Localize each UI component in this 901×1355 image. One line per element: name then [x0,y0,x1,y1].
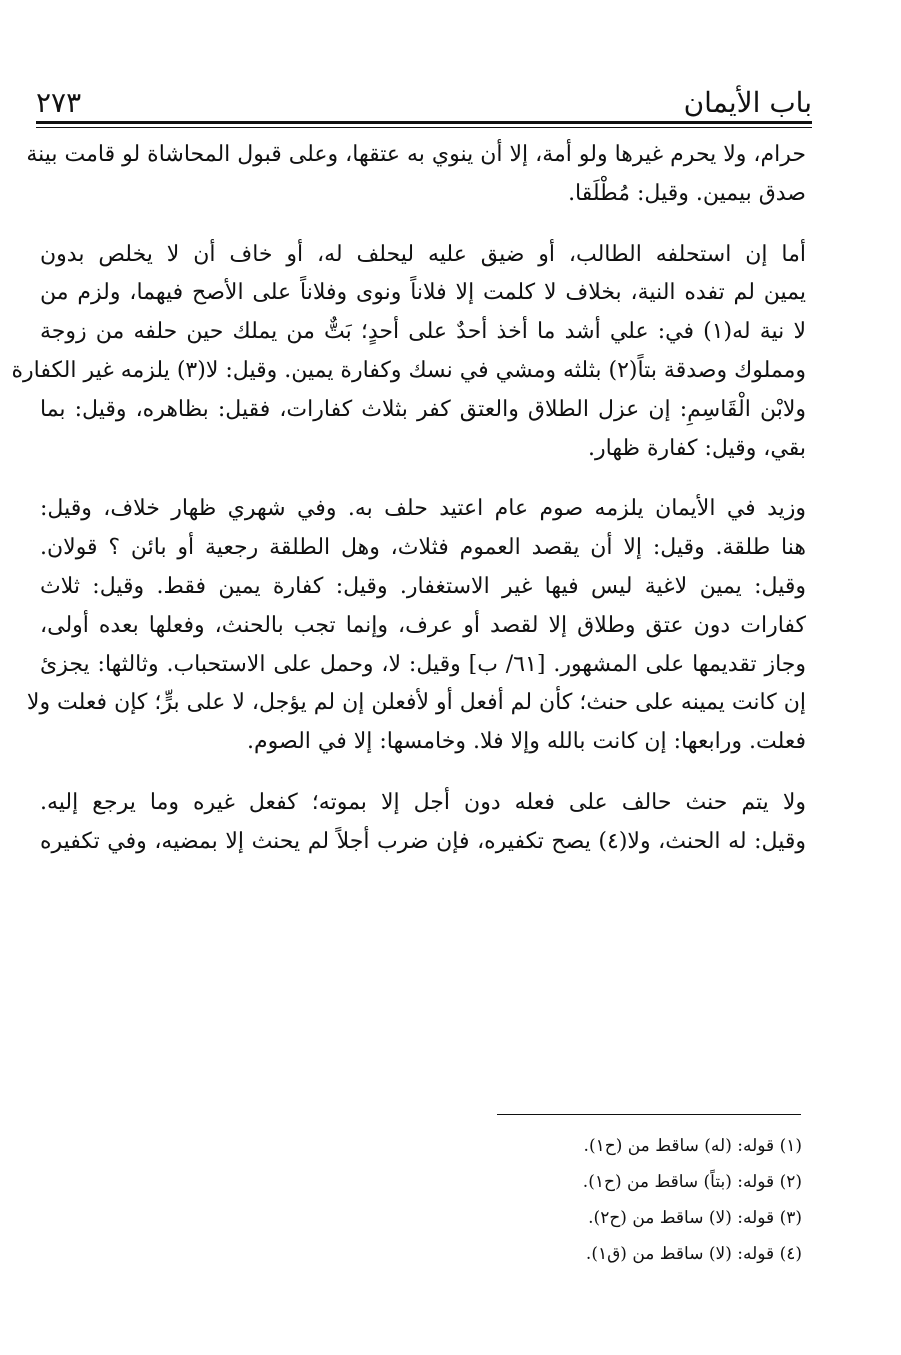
paragraph-1 [26,136,806,214]
text-line: يمين لم تفده النية، بخلاف لا كلمت إلا فلاناً ونوى وفلاناً على الأصح فيهما، ولزم من [40,280,806,306]
paragraph-gap [40,214,806,236]
text-line: هنا طلقة. وقيل: إلا أن يقصد العموم فثلاث، وهل الطلقة رجعية أو بائن ؟ قولان. [40,535,806,561]
text-line: وقيل: له الحنث، ولا(٤) يصح تكفيره، فإن ضرب أجلاً لم يحنث إلا بمضيه، وفي تكفيره [40,828,806,854]
text-line: ولا يتم حنث حالف على فعله دون أجل إلا بموته؛ كفعل غيره وما يرجع إليه. [40,789,806,815]
paragraph-3 [26,490,807,762]
text-line: فعلت. ورابعها: إن كانت بالله وإلا فلا. وخامسها: إلا في الصوم. [247,729,806,755]
paragraph-2 [11,236,806,469]
text-line: كفارات دون عتق وطلاق إلا لقصد أو عرف، وإنما تجب بالحنث، وفعلها بعده أولى، [40,612,806,638]
paragraph-gap [40,762,806,784]
text-line: وجاز تقديمها على المشهور. [٦١/ ب] وقيل: لا، وحمل على الاستحباب. وثالثها: يجزئ [40,651,807,677]
text-line: ومملوك وصدقة بتاً(٢) بثلثه ومشي في نسك وكفارة يمين. وقيل: لا(٣) يلزمه غير الكفارة [11,357,806,383]
running-title: باب الأيمان [683,86,812,119]
footnote-2: (٢) قوله: (بتاً) ساقط من (ح١). [582,1172,802,1192]
text-line: حرام، ولا يحرم غيرها ولو أمة، إلا أن ينوي به عتقها، وعلى قبول المحاشاة لو قامت بينة [26,142,806,167]
text-line: إن كانت يمينه على حنث؛ كأن لم أفعل أو لأفعلن إن لم يؤجل، لا على برٍّ؛ كإن فعلت ولا [26,690,806,716]
text-line: أما إن استحلفه الطالب، أو ضيق عليه ليحلف له، أو خاف أن لا يخلص بدون [40,241,806,267]
text-line: لا نية له(١) في: علي أشد ما أخذ أحدٌ على أحدٍ؛ بَتٌّ من يملك حين حلفه من زوجة [40,319,806,345]
page-number: ٢٧٣ [36,86,82,119]
footnotes [320,1128,802,1272]
footnote-1: (١) قوله: (له) ساقط من (ح١). [583,1136,802,1156]
paragraph-4 [40,784,806,862]
footnote-3: (٣) قوله: (لا) ساقط من (ح٢). [588,1208,802,1228]
header-rule-thin [36,127,812,128]
text-line: وزيد في الأيمان يلزمه صوم عام اعتيد حلف به. وفي شهري ظهار خلاف، وقيل: [40,496,806,522]
paragraph-gap [40,468,806,490]
text-line: وقيل: يمين لاغية ليس فيها غير الاستغفار. وقيل: كفارة يمين فقط. وقيل: ثلاث [40,573,806,599]
text-line: صدق بيمين. وقيل: مُطْلَقا. [568,180,806,206]
text-line: ولابْن الْقَاسِمِ: إن عزل الطلاق والعتق كفر بثلاث كفارات، فقيل: بظاهره، وقيل: بما [40,396,806,422]
footnote-4: (٤) قوله: (لا) ساقط من (ق١). [585,1244,802,1264]
header-rule-thick [36,121,812,124]
text-line: بقي، وقيل: كفارة ظهار. [588,435,806,461]
main-text [11,136,807,862]
page-header [36,72,812,120]
footnote-separator [497,1114,801,1115]
